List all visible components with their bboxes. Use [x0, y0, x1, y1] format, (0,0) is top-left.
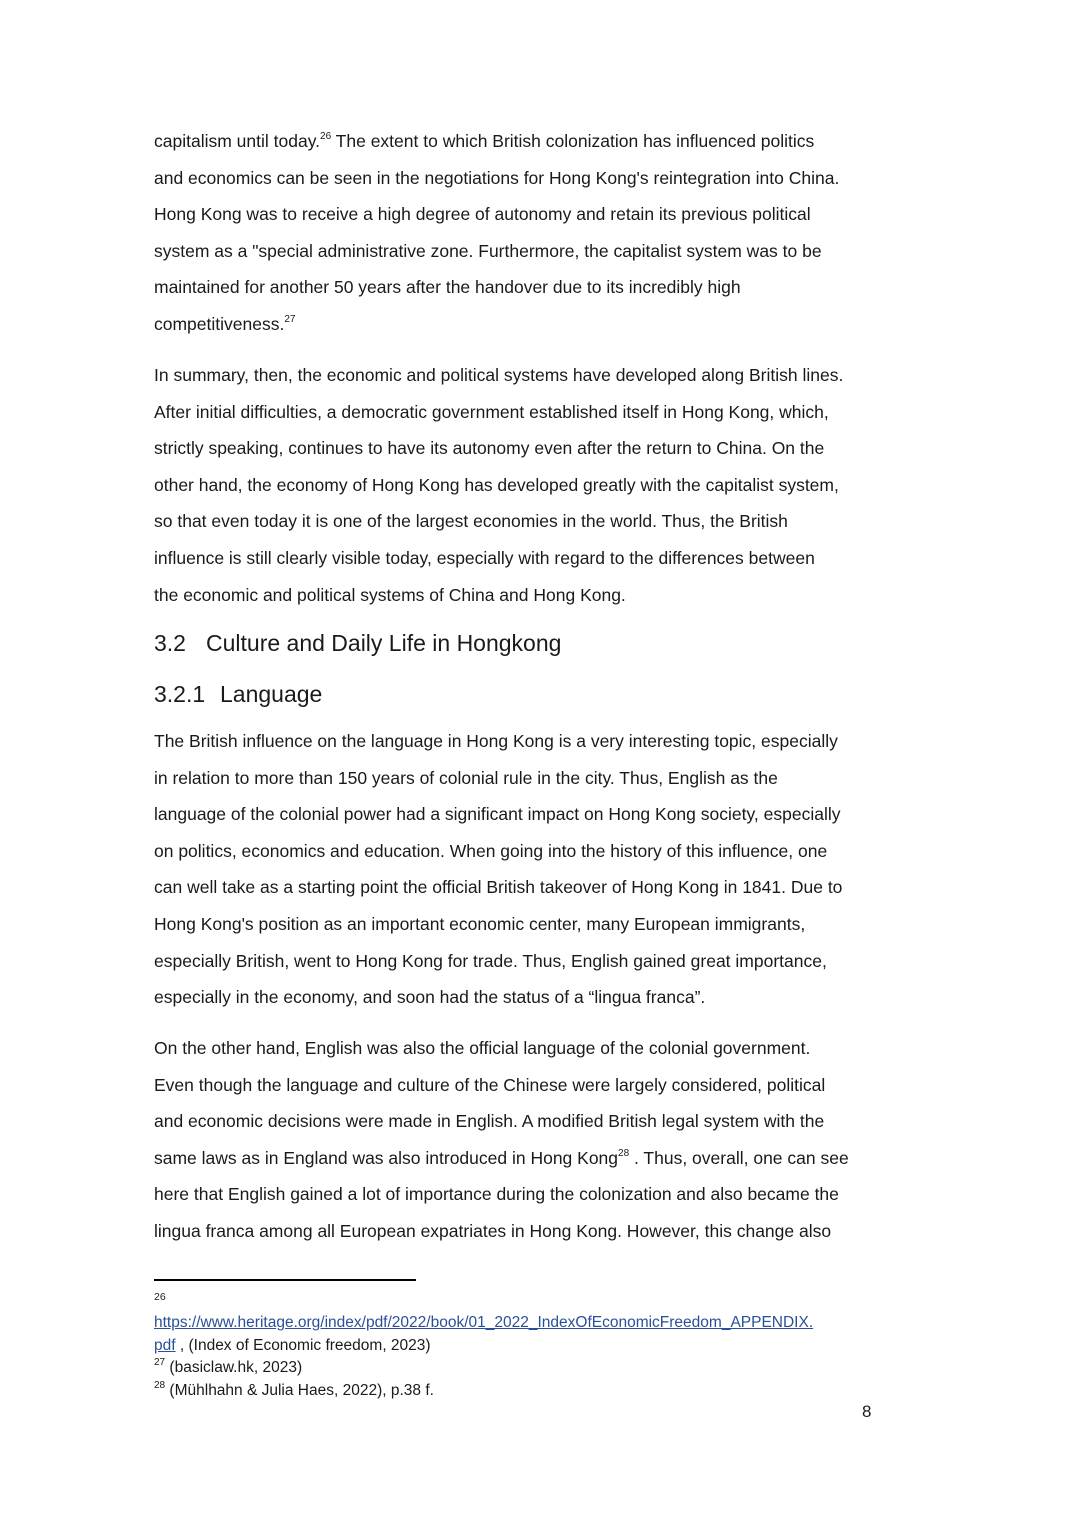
section-heading [154, 630, 561, 657]
footnote-link[interactable]: https://www.heritage.org/index/pdf/2022/book/01_2022_IndexOfEconomicFreedom_APPENDIX. [154, 1314, 814, 1331]
footnote-separator [154, 1279, 416, 1281]
text-line: strictly speaking, continues to have its autonomy even after the return to China. On the [154, 438, 825, 459]
text-line: language of the colonial power had a significant impact on Hong Kong society, especially [154, 804, 841, 825]
footnote-number: 28 [154, 1379, 166, 1391]
text-line: competitiveness.$^{27}$ [154, 313, 296, 334]
paragraph [154, 357, 884, 613]
footnote-27 [154, 1357, 884, 1380]
footnote-ref[interactable]: 26 [320, 131, 332, 143]
text-line: Even though the language and culture of the Chinese were largely considered, political [154, 1074, 826, 1095]
text-line: in relation to more than 150 years of colonial rule in the city. Thus, English as the [154, 767, 778, 788]
text-line: Hong Kong was to receive a high degree of autonomy and retain its previous political [154, 204, 811, 225]
text-line: same laws as in England was also introduced in Hong Kong$^{28}$ . Thus, overall, one can see [154, 1147, 849, 1168]
footnote-ref[interactable]: 27 [284, 314, 296, 326]
text-line: on politics, economics and education. When going into the history of this influence, one [154, 840, 828, 861]
text-line: and economics can be seen in the negotiations for Hong Kong's reintegration into China. [154, 167, 840, 188]
subsection-title: Language [220, 681, 323, 707]
text-line: maintained for another 50 years after the handover due to its incredibly high [154, 277, 741, 298]
footnote-26 [154, 1312, 884, 1357]
text-line: here that English gained a lot of importance during the colonization and also became the [154, 1184, 839, 1205]
subsection-number: 3.2.1 [154, 681, 206, 707]
text-line: On the other hand, English was also the official language of the colonial government. [154, 1038, 811, 1058]
text-line: especially in the economy, and soon had the status of a “lingua franca”. [154, 987, 706, 1008]
subsection-heading [154, 681, 322, 708]
text-line: and economic decisions were made in English. A modified British legal system with the [154, 1111, 825, 1132]
text-line: Hong Kong's position as an important economic center, many European immigrants, [154, 913, 806, 934]
footnote-text: (Mühlhahn & Julia Haes, 2022), p.38 f. [165, 1382, 434, 1399]
text-line: the economic and political systems of China and Hong Kong. [154, 584, 626, 605]
footnote-number: 26 [154, 1291, 166, 1303]
text-line: capitalism until today.$^{26}$ The extent to which British colonization has influenced politics [154, 131, 815, 151]
footnote-28 [154, 1380, 884, 1403]
text-line: can well take as a starting point the official British takeover of Hong Kong in 1841. Due to [154, 877, 843, 898]
footnote-text: (basiclaw.hk, 2023) [165, 1359, 303, 1376]
footnote-text: , (Index of Economic freedom, 2023) [175, 1336, 431, 1354]
text-line: so that even today it is one of the largest economies in the world. Thus, the British [154, 511, 788, 532]
paragraph [154, 123, 884, 343]
page-number: 8 [862, 1402, 872, 1421]
text-line: After initial difficulties, a democratic government established itself in Hong Kong, which, [154, 401, 829, 422]
text-line: lingua franca among all European expatriates in Hong Kong. However, this change also [154, 1220, 832, 1241]
footnote-link-continued[interactable]: pdf [154, 1336, 176, 1354]
text-line: The British influence on the language in Hong Kong is a very interesting topic, especially [154, 731, 838, 751]
section-title: Culture and Daily Life in Hongkong [206, 630, 562, 656]
text-line: other hand, the economy of Hong Kong has developed greatly with the capitalist system, [154, 474, 839, 495]
section-number: 3.2 [154, 630, 186, 656]
text-line: influence is still clearly visible today, especially with regard to the differences between [154, 547, 815, 568]
text-line: system as a "special administrative zone. Furthermore, the capitalist system was to be [154, 240, 822, 261]
text-line: In summary, then, the economic and political systems have developed along British lines. [154, 365, 844, 385]
paragraph [154, 1030, 884, 1250]
footnote-number: 27 [154, 1356, 166, 1368]
footnote-ref[interactable]: 28 [618, 1147, 630, 1159]
text-line: especially British, went to Hong Kong for trade. Thus, English gained great importance, [154, 950, 827, 971]
paragraph [154, 723, 884, 1016]
